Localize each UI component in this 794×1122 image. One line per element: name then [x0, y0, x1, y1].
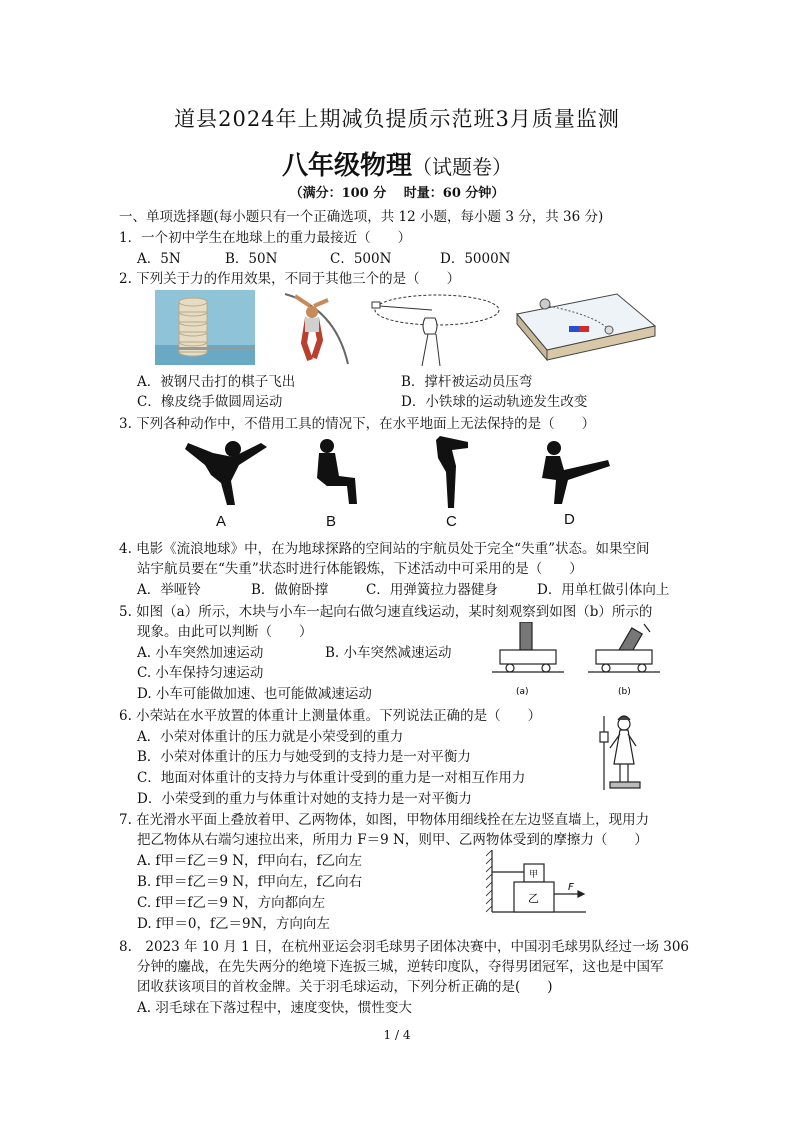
q1-option-a: A．5N: [137, 251, 181, 267]
scale-girl-figure: [596, 712, 646, 796]
q4-option-c: C．用弹簧拉力器健身: [366, 582, 498, 598]
section-heading: 一、单项选择题(每小题只有一个正确选项，共 12 小题，每小题 3 分，共 36 分): [119, 209, 604, 225]
exam-meta: （满分：100 分 时量：60 分钟）: [289, 186, 505, 201]
q5-stem-line1: 5. 如图（a）所示，木块与小车一起向右做匀速直线运动，某时刻观察到如图（b）所示的: [119, 604, 653, 620]
fig-b-label: (b): [618, 687, 631, 697]
q7-stem-line1: 7. 在光滑水平面上叠放着甲、乙两物体，如图，甲物体用细线拴在左边竖直墙上，现用力: [119, 812, 650, 828]
q4-option-d: D．用单杠做引体向上: [537, 582, 670, 598]
q3-label-b: B: [326, 513, 337, 530]
q5-option-b: B. 小车突然减速运动: [325, 645, 452, 661]
q2-option-b: B．撑杆被运动员压弯: [401, 374, 533, 390]
q8-stem-line1: 8. 2023 年 10 月 1 日，在杭州亚运会羽毛球男子团体决赛中，中国羽毛球男队经过一场 306: [119, 939, 690, 955]
q5-stem-line2: 现象。由此可以判断（ ）: [137, 624, 313, 640]
q7-option-a: A. f甲＝f乙＝9 N，f甲向右，f乙向左: [137, 853, 363, 869]
q6-option-c: C．地面对体重计的支持力与体重计受到的重力是一对相互作用力: [137, 770, 526, 786]
q5-option-c: C. 小车保持匀速运动: [137, 665, 264, 681]
silhouette-leg-hold: [428, 436, 478, 511]
q4-stem-line1: 4. 电影《流浪地球》中，在为地球探路的空间站的宇航员处于完全“失重”状态。如果空间: [119, 541, 650, 557]
q8-stem-line2: 分钟的鏖战，在先失两分的绝境下连扳三城，逆转印度队，夺得男团冠军，这也是中国军: [137, 959, 664, 975]
q3-label-a: A: [216, 513, 227, 530]
exam-title: 道县2024年上期减负提质示范班3月质量监测: [174, 107, 620, 131]
q6-option-b: B．小荣对体重计的压力与她受到的支持力是一对平衡力: [137, 749, 471, 765]
block-yi-label: 乙: [528, 892, 539, 905]
silhouette-sitting: [305, 438, 365, 508]
fig-a-label: (a): [516, 687, 529, 697]
q8-option-a: A. 羽毛球在下落过程中，速度变快，惯性变大: [137, 1000, 412, 1016]
q7-option-c: C. f甲＝f乙＝9 N，方向都向左: [137, 895, 326, 911]
q6-option-d: D．小荣受到的重力与体重计对她的支持力是一对平衡力: [137, 791, 472, 807]
magnet-ball-image: [507, 286, 657, 364]
q5-option-d: D. 小车可能做加速、也可能做减速运动: [137, 686, 372, 702]
silhouette-breakdance: [183, 435, 273, 510]
q3-label-c: C: [446, 513, 457, 530]
q5-option-a: A. 小车突然加速运动: [137, 645, 264, 661]
q1-option-b: B．50N: [225, 251, 278, 267]
subject-title: [0, 145, 794, 182]
circular-motion-image: [370, 288, 505, 366]
q4-stem-line2: 站宇航员要在“失重”状态时进行体能锻炼，下述活动中可采用的是（ ）: [137, 561, 583, 577]
q7-option-d: D. f甲＝0，f乙＝9N，方向向左: [137, 916, 330, 932]
stacked-blocks-figure: [486, 850, 588, 916]
q3-stem: 3. 下列各种动作中，不借用工具的情况下，在水平地面上无法保持的是（ ）: [119, 416, 596, 432]
q3-label-d: D: [564, 511, 575, 528]
q4-option-b: B．做俯卧撑: [251, 582, 329, 598]
silhouette-kick: [538, 438, 613, 508]
cart-block-figure: [492, 622, 662, 700]
q2-option-c: C．橡皮绕手做圆周运动: [137, 394, 283, 410]
chess-pieces-image: [155, 290, 255, 365]
subject-name: 八年级物理: [281, 151, 412, 181]
q7-stem-line2: 把乙物体从右端匀速拉出来，所用力 F＝9 N，则甲、乙两物体受到的摩擦力（ ）: [137, 832, 648, 848]
force-label: F: [568, 882, 574, 893]
q6-stem: 6. 小荣站在水平放置的体重计上测量体重。下列说法正确的是（ ）: [119, 708, 542, 724]
q7-option-b: B. f甲＝f乙＝9 N，f甲向左，f乙向右: [137, 874, 363, 890]
page-number: 1 / 4: [383, 1028, 411, 1042]
subject-suffix: （试题卷）: [412, 155, 512, 179]
q2-stem: 2. 下列关于力的作用效果，不同于其他三个的是（ ）: [119, 271, 461, 287]
q2-option-d: D．小铁球的运动轨迹发生改变: [401, 394, 588, 410]
q1-stem: 1．一个初中学生在地球上的重力最接近（ ）: [119, 230, 412, 246]
q8-stem-line3: 团收获该项目的首枚金牌。关于羽毛球运动，下列分析正确的是( ): [137, 979, 553, 995]
q1-option-d: D．5000N: [440, 251, 511, 267]
pole-vault-image: [280, 288, 360, 366]
q4-option-a: A．举哑铃: [137, 582, 201, 598]
q6-option-a: A．小荣对体重计的压力就是小荣受到的重力: [137, 729, 404, 745]
q1-option-c: C．500N: [330, 251, 392, 267]
q2-option-a: A．被钢尺击打的棋子飞出: [137, 374, 296, 390]
block-jia-label: 甲: [529, 870, 539, 880]
